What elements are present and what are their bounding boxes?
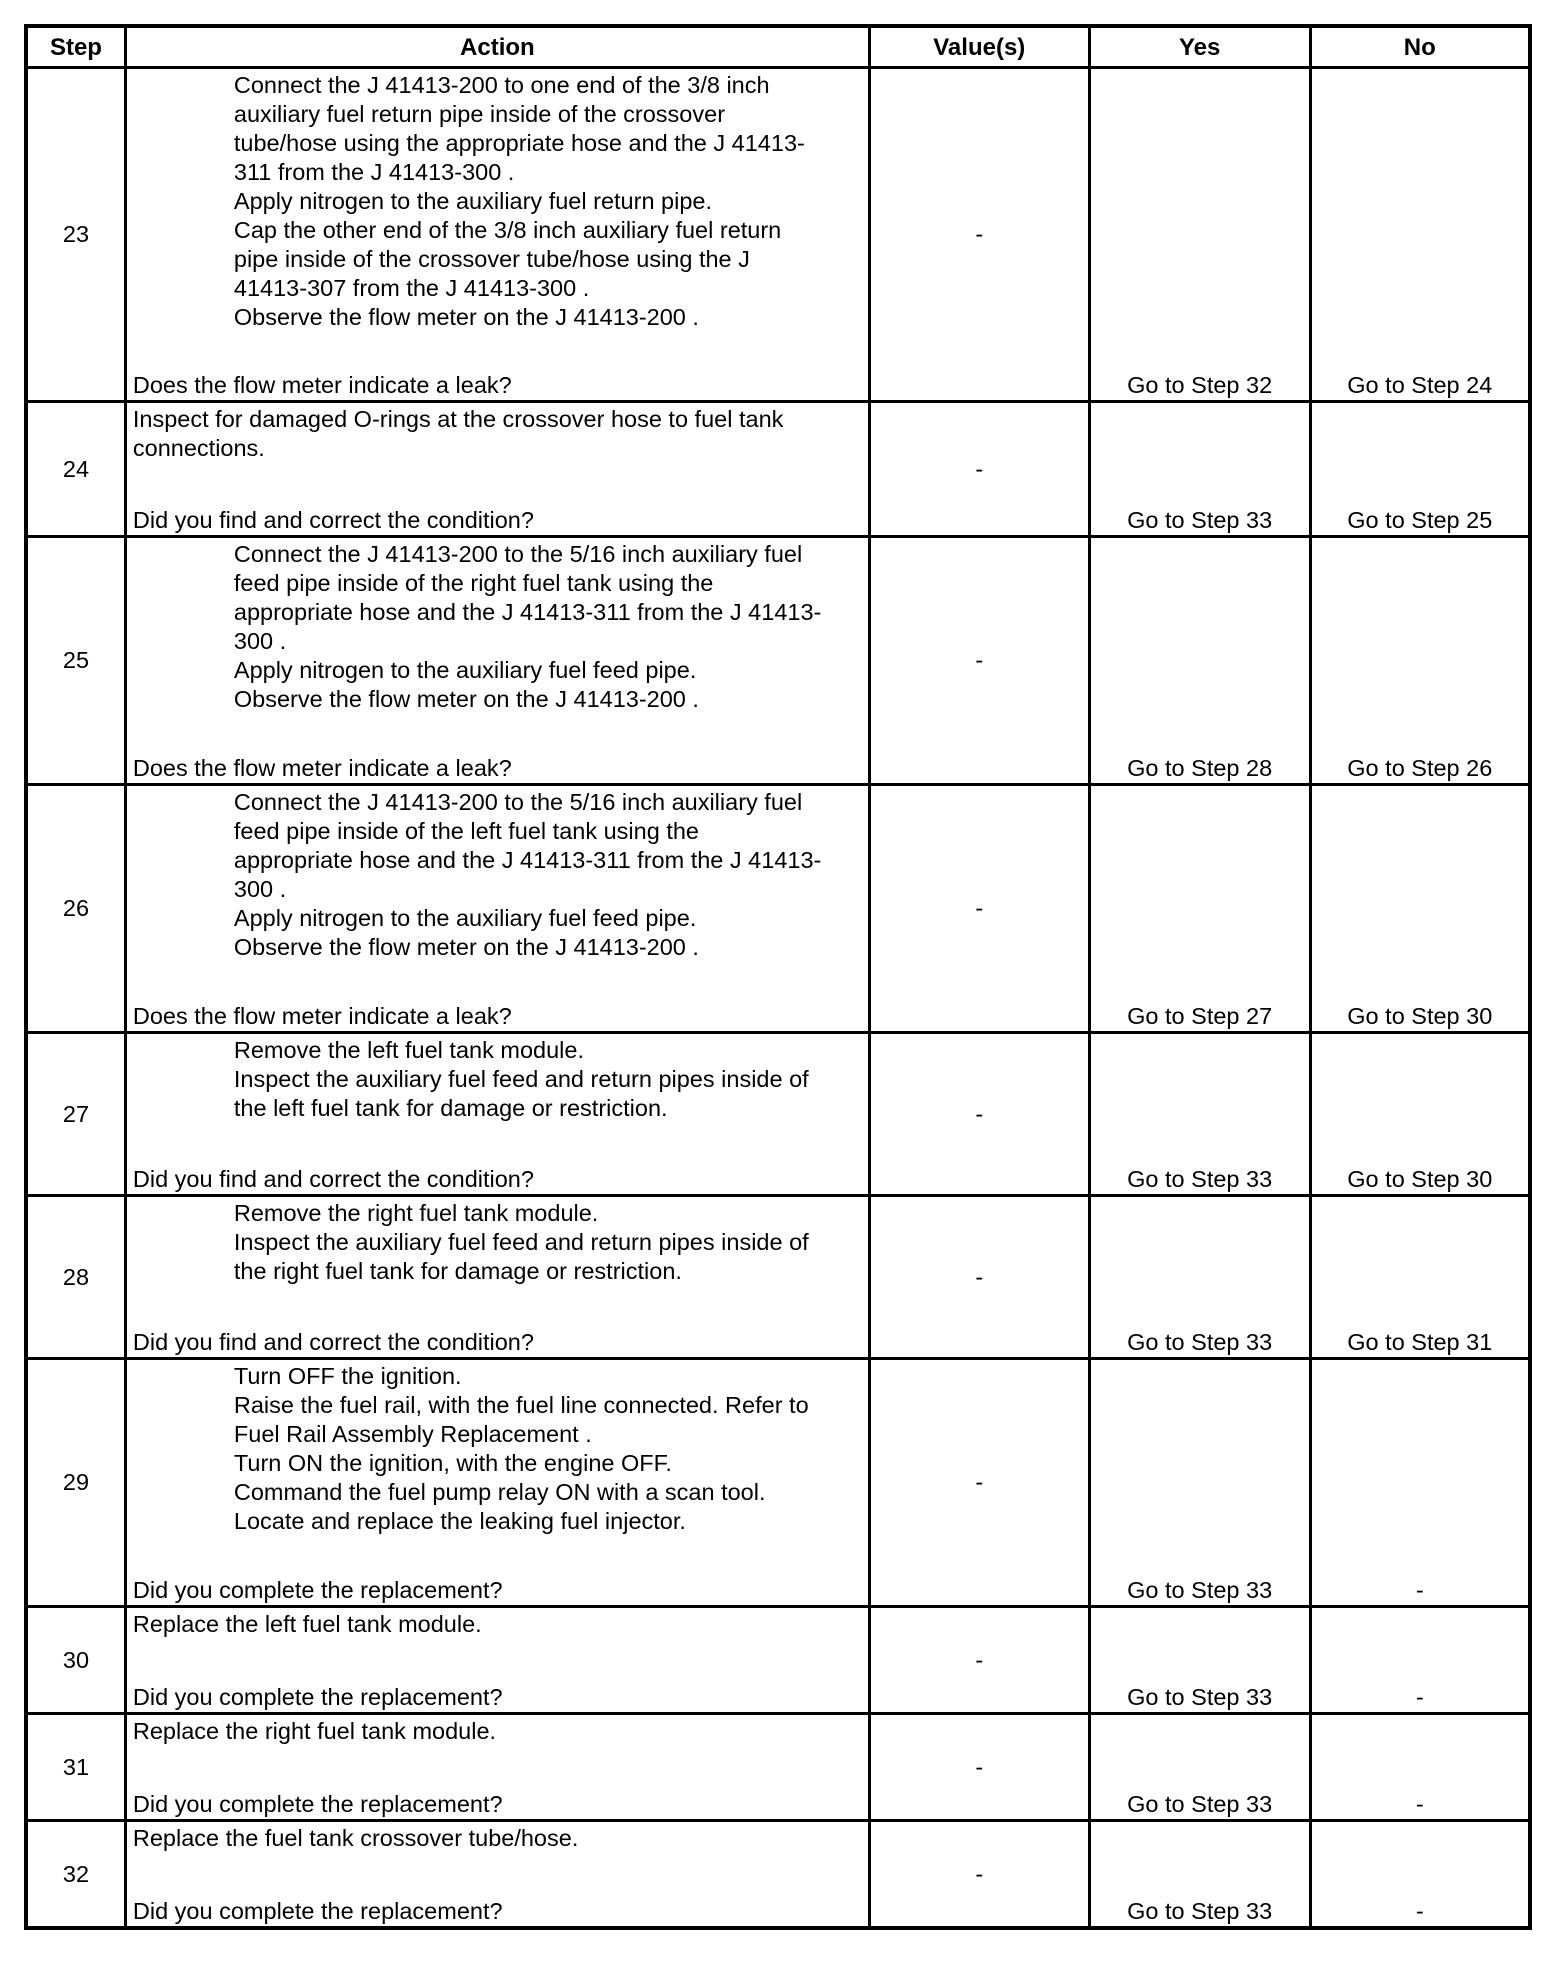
yes-result: Go to Step 33	[1089, 1196, 1310, 1359]
no-result: Go to Step 31	[1310, 1196, 1530, 1359]
table-row	[26, 537, 1530, 785]
table-row	[26, 1359, 1530, 1607]
value-cell: -	[869, 1196, 1089, 1359]
action-instructions	[133, 1362, 862, 1576]
action-line: 300 .	[233, 876, 287, 902]
action-cell	[125, 68, 869, 402]
value-cell: -	[869, 785, 1089, 1033]
table-row	[26, 785, 1530, 1033]
action-line: Command the fuel pump relay ON with a scan tool.	[233, 1479, 766, 1505]
action-line: the right fuel tank for damage or restriction.	[233, 1258, 682, 1284]
action-line: Replace the fuel tank crossover tube/hose.	[132, 1825, 579, 1851]
action-question: Does the flow meter indicate a leak?	[132, 372, 512, 398]
step-number: 32	[26, 1821, 125, 1929]
action-instructions	[133, 788, 862, 1002]
action-question: Did you find and correct the condition?	[132, 1166, 534, 1192]
action-question: Did you complete the replacement?	[132, 1898, 503, 1924]
action-line: Remove the left fuel tank module.	[233, 1037, 584, 1063]
action-cell	[125, 537, 869, 785]
action-line: 41413-307 from the J 41413-300 .	[233, 275, 590, 301]
step-number: 25	[26, 537, 125, 785]
action-line: Apply nitrogen to the auxiliary fuel feed pipe.	[233, 657, 697, 683]
table-row	[26, 402, 1530, 537]
action-cell	[125, 1714, 869, 1821]
action-line: Replace the right fuel tank module.	[132, 1718, 497, 1744]
header-action: Action	[125, 26, 869, 68]
yes-result: Go to Step 33	[1089, 1607, 1310, 1714]
step-number: 29	[26, 1359, 125, 1607]
action-line: Observe the flow meter on the J 41413-200 .	[233, 686, 699, 712]
action-line: Observe the flow meter on the J 41413-200 .	[233, 304, 699, 330]
step-number: 24	[26, 402, 125, 537]
action-line: Inspect for damaged O-rings at the crossover hose to fuel tank	[132, 406, 784, 432]
action-line: Replace the left fuel tank module.	[132, 1611, 482, 1637]
no-result: Go to Step 25	[1310, 402, 1530, 537]
header-values: Value(s)	[869, 26, 1089, 68]
action-cell	[125, 402, 869, 537]
action-line: Observe the flow meter on the J 41413-200 .	[233, 934, 699, 960]
step-number: 23	[26, 68, 125, 402]
action-cell	[125, 785, 869, 1033]
action-instructions	[133, 1824, 862, 1897]
header-step: Step	[26, 26, 125, 68]
step-number: 31	[26, 1714, 125, 1821]
action-cell	[125, 1033, 869, 1196]
action-line: Cap the other end of the 3/8 inch auxiliary fuel return	[233, 217, 782, 243]
action-instructions	[133, 1036, 862, 1165]
value-cell: -	[869, 1821, 1089, 1929]
action-question: Did you complete the replacement?	[132, 1577, 503, 1603]
value-cell: -	[869, 402, 1089, 537]
table-row	[26, 68, 1530, 402]
action-line: Turn OFF the ignition.	[233, 1363, 462, 1389]
header-no: No	[1310, 26, 1530, 68]
action-line: Locate and replace the leaking fuel injector.	[233, 1508, 686, 1534]
value-cell: -	[869, 1033, 1089, 1196]
action-line: 311 from the J 41413-300 .	[233, 159, 515, 185]
action-instructions	[133, 1610, 862, 1683]
yes-result: Go to Step 33	[1089, 1359, 1310, 1607]
action-line: the left fuel tank for damage or restriction.	[233, 1095, 668, 1121]
action-line: Inspect the auxiliary fuel feed and return pipes inside of	[233, 1229, 809, 1255]
yes-result: Go to Step 27	[1089, 785, 1310, 1033]
yes-result: Go to Step 28	[1089, 537, 1310, 785]
no-result: Go to Step 30	[1310, 1033, 1530, 1196]
step-number: 30	[26, 1607, 125, 1714]
no-result: Go to Step 24	[1310, 68, 1530, 402]
action-line: auxiliary fuel return pipe inside of the crossover	[233, 101, 726, 127]
no-result: -	[1310, 1714, 1530, 1821]
action-line: Inspect the auxiliary fuel feed and return pipes inside of	[233, 1066, 809, 1092]
action-instructions	[133, 1717, 862, 1790]
action-cell	[125, 1359, 869, 1607]
action-line: Connect the J 41413-200 to the 5/16 inch auxiliary fuel	[233, 789, 803, 815]
action-question: Does the flow meter indicate a leak?	[132, 755, 512, 781]
action-line: pipe inside of the crossover tube/hose using the J	[233, 246, 750, 272]
header-row	[26, 26, 1530, 68]
header-yes: Yes	[1089, 26, 1310, 68]
yes-result: Go to Step 32	[1089, 68, 1310, 402]
action-question: Did you find and correct the condition?	[132, 507, 534, 533]
action-line: Fuel Rail Assembly Replacement .	[233, 1421, 592, 1447]
value-cell: -	[869, 1607, 1089, 1714]
value-cell: -	[869, 68, 1089, 402]
action-cell	[125, 1821, 869, 1929]
action-line: 300 .	[233, 628, 287, 654]
action-instructions	[133, 540, 862, 754]
action-question: Did you find and correct the condition?	[132, 1329, 534, 1355]
action-line: Raise the fuel rail, with the fuel line connected. Refer to	[233, 1392, 809, 1418]
action-cell	[125, 1196, 869, 1359]
value-cell: -	[869, 1714, 1089, 1821]
yes-result: Go to Step 33	[1089, 1714, 1310, 1821]
action-line: connections.	[132, 435, 265, 461]
no-result: Go to Step 30	[1310, 785, 1530, 1033]
action-question: Does the flow meter indicate a leak?	[132, 1003, 512, 1029]
yes-result: Go to Step 33	[1089, 1033, 1310, 1196]
no-result: -	[1310, 1607, 1530, 1714]
action-line: Turn ON the ignition, with the engine OFF.	[233, 1450, 672, 1476]
diagnostic-table	[24, 24, 1532, 1930]
step-number: 27	[26, 1033, 125, 1196]
no-result: -	[1310, 1359, 1530, 1607]
step-number: 28	[26, 1196, 125, 1359]
table-row	[26, 1196, 1530, 1359]
action-cell	[125, 1607, 869, 1714]
action-line: feed pipe inside of the left fuel tank using the	[233, 818, 699, 844]
value-cell: -	[869, 1359, 1089, 1607]
action-question: Did you complete the replacement?	[132, 1791, 503, 1817]
action-line: feed pipe inside of the right fuel tank using the	[233, 570, 714, 596]
table-body	[26, 68, 1530, 1929]
table-row	[26, 1607, 1530, 1714]
action-line: Remove the right fuel tank module.	[233, 1200, 599, 1226]
action-line: tube/hose using the appropriate hose and the J 41413-	[233, 130, 805, 156]
no-result: Go to Step 26	[1310, 537, 1530, 785]
value-cell: -	[869, 537, 1089, 785]
action-question: Did you complete the replacement?	[132, 1684, 503, 1710]
action-line: appropriate hose and the J 41413-311 from the J 41413-	[233, 847, 822, 873]
action-line: Connect the J 41413-200 to one end of the 3/8 inch	[233, 72, 770, 98]
step-number: 26	[26, 785, 125, 1033]
action-instructions	[133, 405, 862, 506]
action-line: Apply nitrogen to the auxiliary fuel return pipe.	[233, 188, 713, 214]
action-line: Apply nitrogen to the auxiliary fuel feed pipe.	[233, 905, 697, 931]
action-line: appropriate hose and the J 41413-311 from the J 41413-	[233, 599, 822, 625]
action-instructions	[133, 1199, 862, 1328]
action-instructions	[133, 71, 862, 371]
yes-result: Go to Step 33	[1089, 402, 1310, 537]
no-result: -	[1310, 1821, 1530, 1929]
action-line: Connect the J 41413-200 to the 5/16 inch auxiliary fuel	[233, 541, 803, 567]
table-row	[26, 1033, 1530, 1196]
table-header	[26, 26, 1530, 68]
table-row	[26, 1714, 1530, 1821]
table-row	[26, 1821, 1530, 1929]
yes-result: Go to Step 33	[1089, 1821, 1310, 1929]
